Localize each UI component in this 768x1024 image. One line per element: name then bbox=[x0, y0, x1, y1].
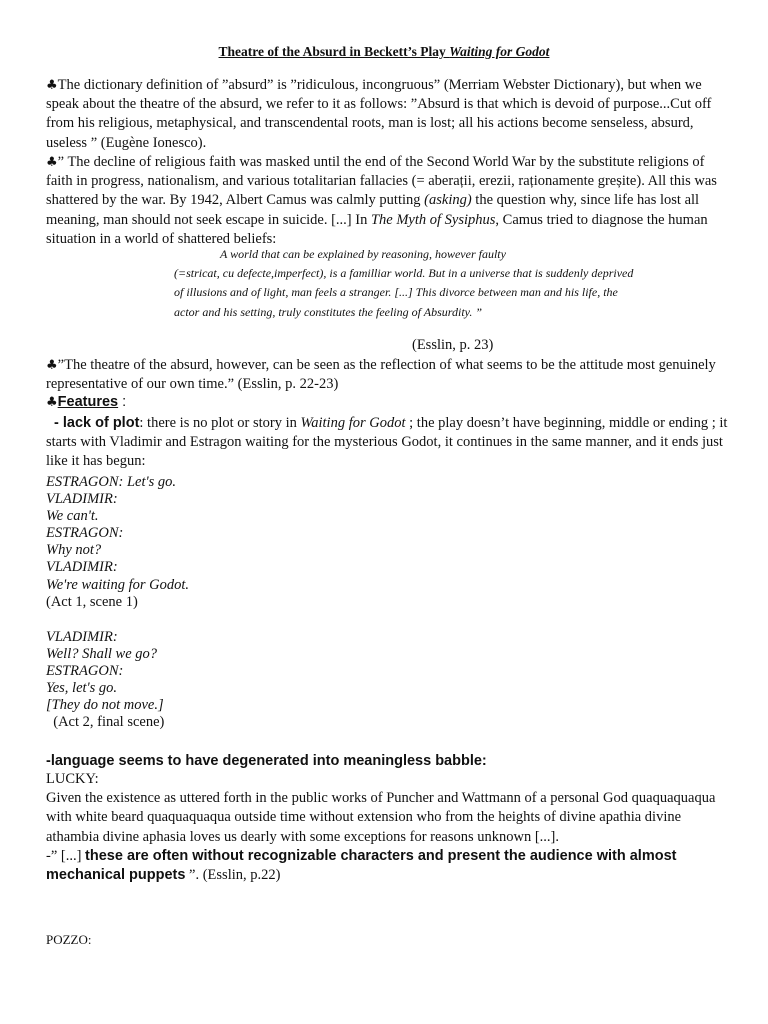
act-note: (Act 2, final scene) bbox=[46, 714, 165, 731]
features-label: Features bbox=[57, 394, 119, 410]
paragraph-decline-of-faith bbox=[46, 153, 726, 249]
dialogue-line: We're waiting for Godot. bbox=[46, 576, 190, 593]
quote-line: A world that can be explained by reasoning, however faulty bbox=[220, 247, 506, 261]
paragraph-dictionary-definition bbox=[46, 76, 726, 153]
characters-paragraph bbox=[46, 847, 736, 885]
dialogue-act-1 bbox=[46, 474, 189, 611]
features-colon: : bbox=[118, 394, 127, 410]
paragraph-text: the question why, since life has lost all meaning, man should not seek escape in suicide. [...] In bbox=[46, 192, 700, 228]
dialogue-line: VLADIMIR: bbox=[46, 491, 118, 508]
lucky-speech: Given the existence as uttered forth in the public works of Puncher and Wattmann of a personal God quaquaquaqua with white beard quaquaquaqua outside time without extension who from the heights of divine apathia divine athambia divine aphasia loves us dearly with some exceptions for reasons unknown [...]. bbox=[46, 790, 716, 845]
dialogue-line: Why not? bbox=[46, 542, 102, 559]
paragraph-text: The dictionary definition of ”absurd” is ”ridiculous, incongruous” (Merriam Webster Dictionary), but when we speak about the theatre of the absurd, we refer to it as follows: ”Absurd is that which is devoid of purpose...Cut off from his religious, metaphysical, and transcendental roots, man is lost; all his actions become senseless, absurd, useless ” (Eugène Ionesco). bbox=[46, 77, 712, 151]
dialogue-line: Well? Shall we go? bbox=[46, 646, 158, 663]
citation: (Esslin, p. 23) bbox=[412, 337, 494, 353]
lucky-speech-block bbox=[46, 770, 736, 885]
clubs-bullet-icon: ♣ bbox=[46, 358, 58, 373]
title-text: Theatre of the Absurd in Beckett’s Play bbox=[218, 44, 450, 59]
clubs-bullet-icon: ♣ bbox=[46, 155, 58, 170]
dialogue-line: VLADIMIR: bbox=[46, 559, 118, 576]
dialogue-act-2 bbox=[46, 629, 164, 732]
paragraph-theatre-reflection bbox=[46, 356, 726, 394]
act-note: (Act 1, scene 1) bbox=[46, 593, 138, 610]
dialogue-line: ESTRAGON: Let's go. bbox=[46, 474, 176, 490]
dialogue-line: VLADIMIR: bbox=[46, 629, 118, 645]
features-heading bbox=[46, 393, 126, 412]
language-heading: -language seems to have degenerated into meaningless babble: bbox=[46, 753, 487, 769]
dialogue-line: ESTRAGON: bbox=[46, 663, 124, 680]
dialogue-line: Yes, let's go. bbox=[46, 680, 118, 697]
clubs-bullet-icon: ♣ bbox=[46, 78, 58, 93]
paragraph-text: ; the play doesn’t have beginning, middle or ending ; it starts with Vladimir and Estragon waiting for the mysterious Godot, it continues in the same manner, and it ends just like it has begun: bbox=[46, 415, 728, 470]
book-title: The Myth of Sysiphus bbox=[370, 211, 496, 228]
paragraph-text: : there is no plot or story in bbox=[139, 415, 301, 431]
characters-citation: ”. (Esslin, p.22) bbox=[185, 867, 281, 884]
lack-of-plot-heading: - lack of plot bbox=[54, 415, 140, 431]
characters-emphasis: these are often without recognizable characters and present the audience with almost mechanical puppets bbox=[46, 847, 677, 884]
paragraph-text: ”The theatre of the absurd, however, can be seen as the reflection of what seems to be the attitude most genuinely representative of our own time.” (Esslin, p. 22-23) bbox=[46, 357, 716, 393]
dialogue-line: ESTRAGON: bbox=[46, 525, 124, 542]
paragraph-text: ” The decline of religious faith was masked until the end of the Second World War by the substitute religions of faith in progress, nationalism, and various totalitarian fallacies (= aberații, erezii, raționamente greșite). All this was shattered by the war. By 1942, Albert Camus was calmly putting bbox=[46, 154, 717, 209]
speaker-name-pozzo: POZZO: bbox=[46, 932, 92, 947]
paragraph-text: , Camus tried to diagnose the human situation in a world of shattered beliefs: bbox=[46, 211, 708, 247]
play-title: Waiting for Godot bbox=[300, 415, 406, 431]
title-work: Waiting for Godot bbox=[449, 44, 550, 59]
block-quote bbox=[174, 245, 644, 322]
document-title bbox=[0, 43, 768, 61]
speaker-name: LUCKY: bbox=[46, 771, 99, 787]
dialogue-line: We can't. bbox=[46, 508, 99, 525]
dialogue-line: [They do not move.] bbox=[46, 697, 164, 714]
quote-text: (=stricat, cu defecte,imperfect), is a familliar world. But in a universe that is suddenly deprived of illusions and of light, man feels a stranger. [...] This divorce between man and his life, the actor and his setting, truly constitutes the feeling of Absurdity. ” bbox=[174, 266, 634, 319]
paragraph-lack-of-plot bbox=[46, 414, 746, 472]
paragraph-text: -” [...] bbox=[46, 847, 86, 864]
clubs-bullet-icon: ♣ bbox=[46, 395, 58, 410]
asking-gloss: (asking) bbox=[424, 192, 472, 209]
